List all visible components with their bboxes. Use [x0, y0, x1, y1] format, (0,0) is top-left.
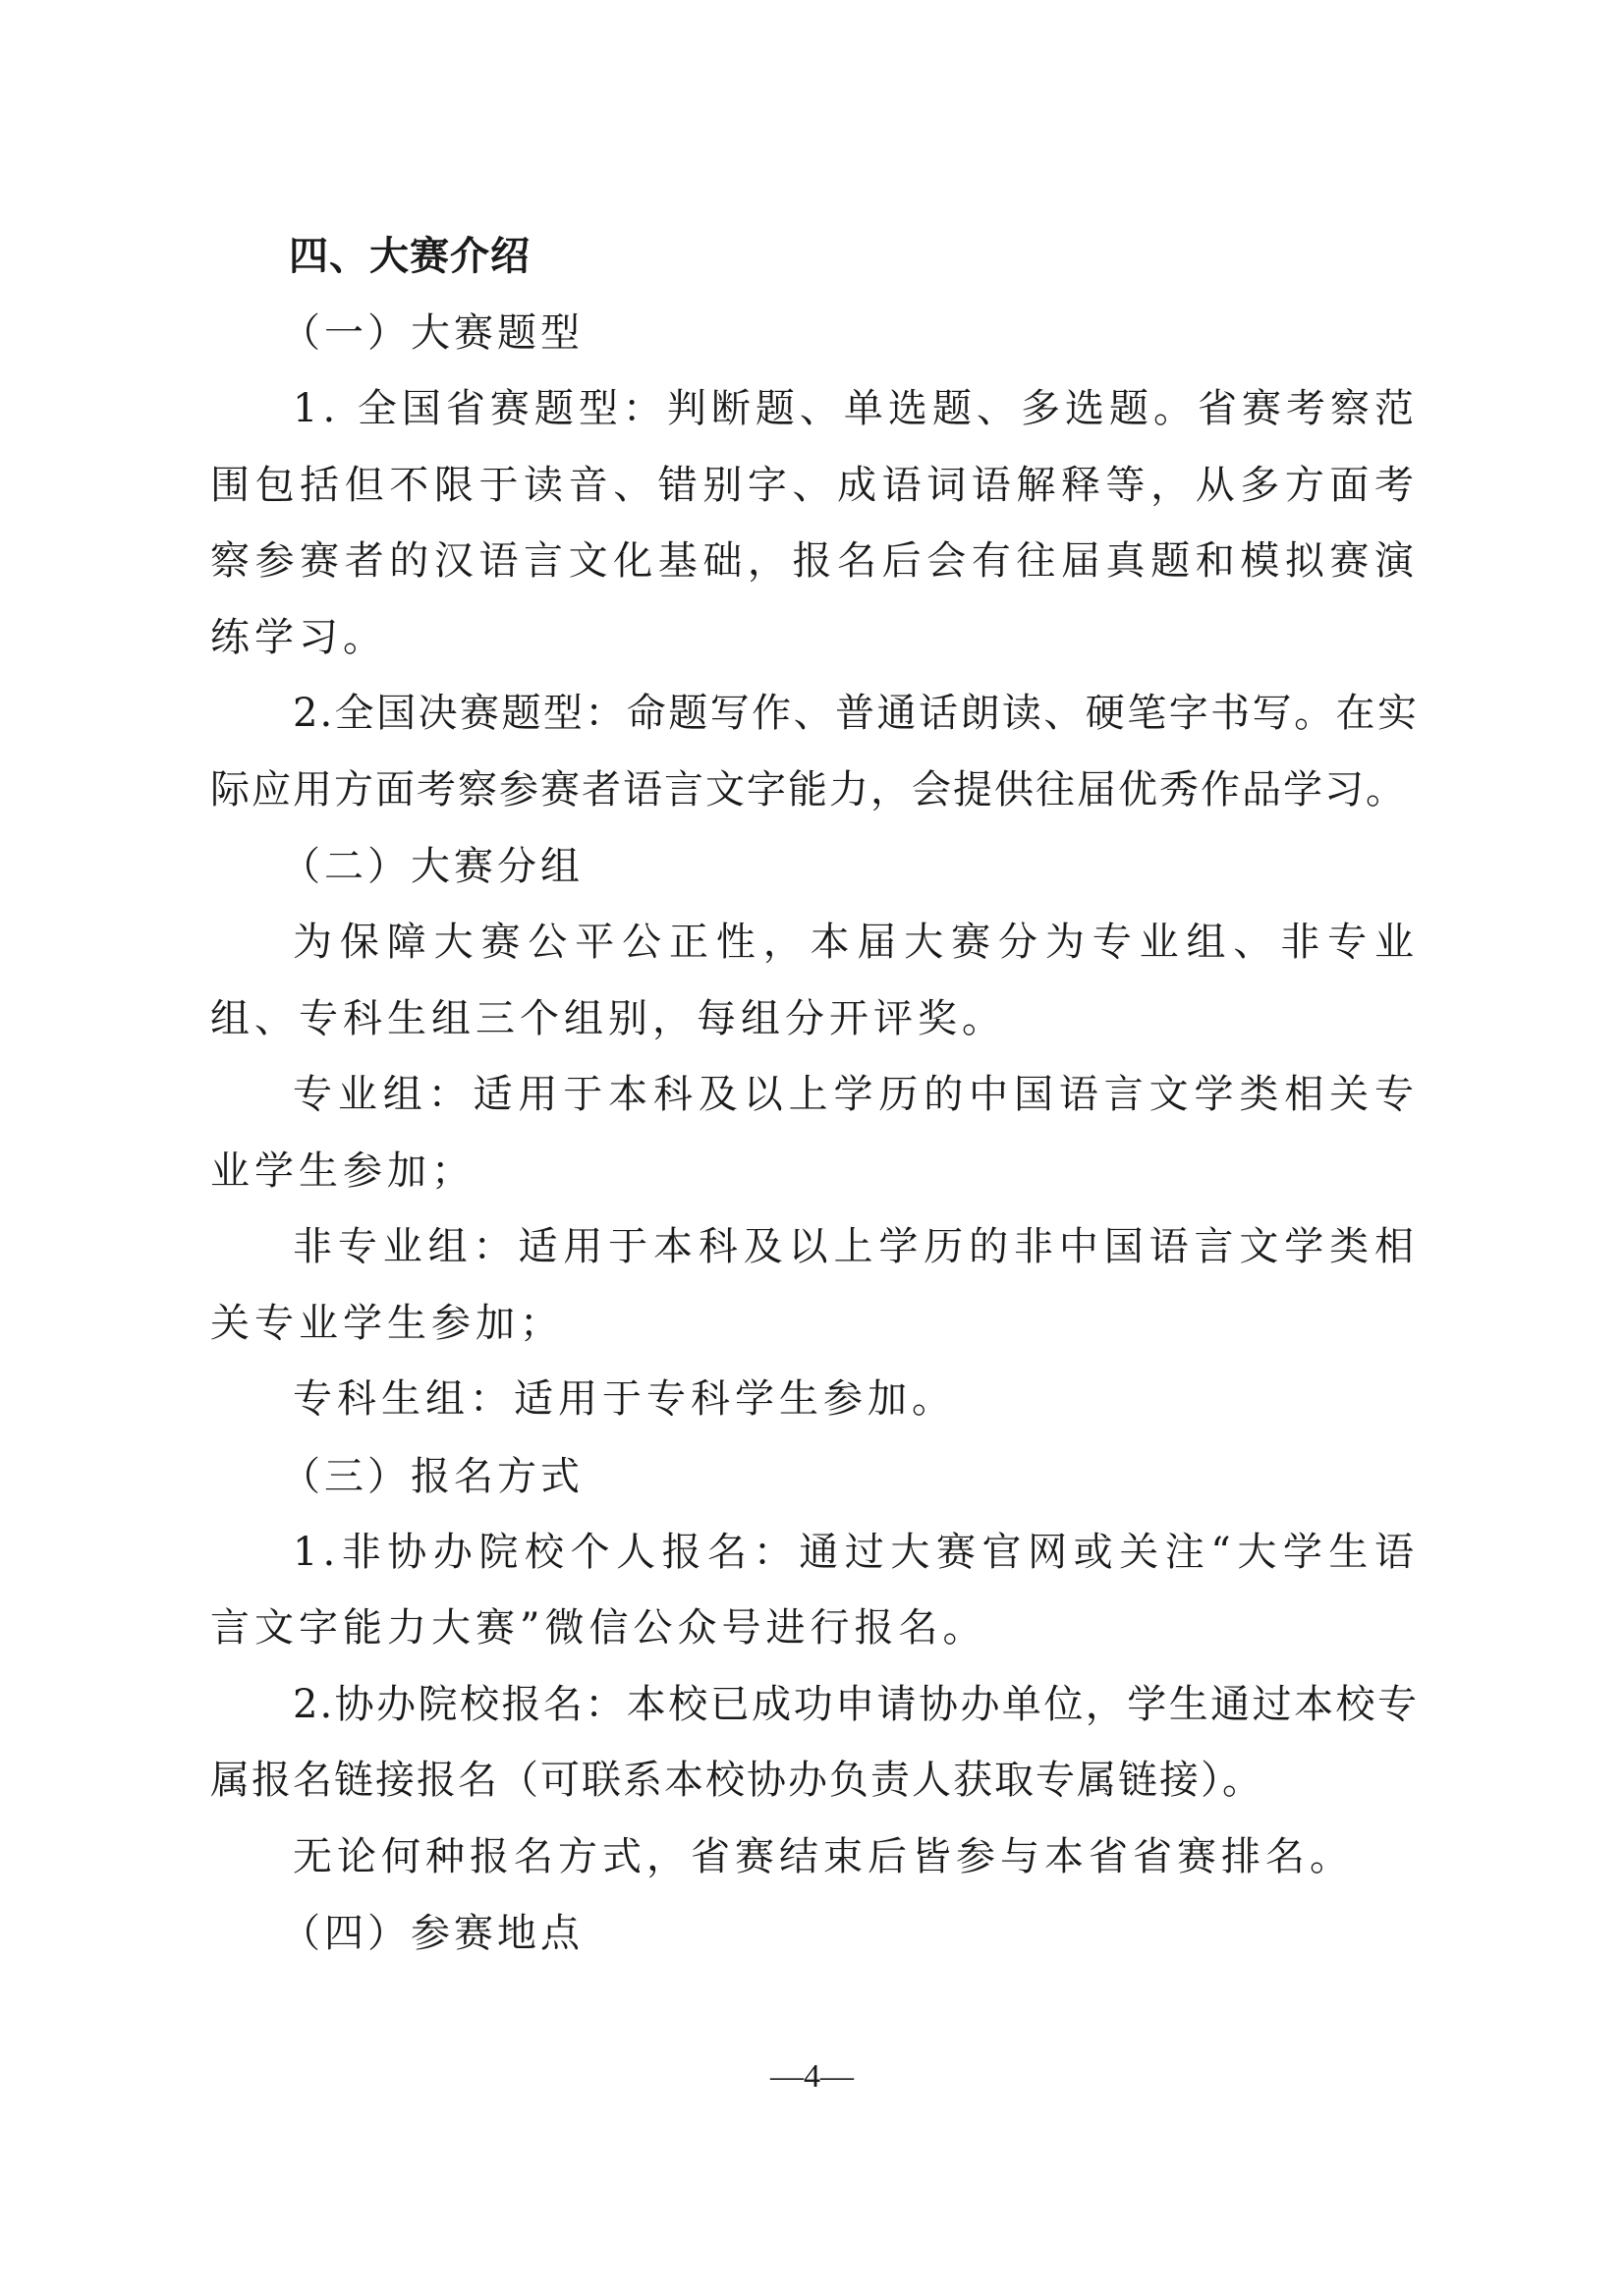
- subsection-title-registration: （三）报名方式: [281, 1453, 584, 1499]
- subsection-title-venue: （四）参赛地点: [281, 1911, 584, 1956]
- paragraph-junior-college-group: 专科生组：适用于专科学生参加。: [293, 1376, 956, 1422]
- subsection-title-groups: （二）大赛分组: [281, 844, 584, 889]
- paragraph-individual-registration: 1.非协办院校个人报名：通过大赛官网或关注“大学生语言文字能力大赛”微信公众号进行报名。: [210, 1529, 1419, 1651]
- paragraph-coorganizer-registration: 2.协办院校报名：本校已成功申请协办单位，学生通过本校专属报名链接报名（可联系本校协办负责人获取专属链接）。: [210, 1681, 1419, 1803]
- subsection-title-question-types: （一）大赛题型: [281, 310, 584, 356]
- section-title: 四、大赛介绍: [289, 234, 531, 279]
- paragraph-non-major-group: 非专业组：适用于本科及以上学历的非中国语言文学类相关专业学生参加；: [210, 1224, 1419, 1346]
- paragraph-registration-note: 无论何种报名方式，省赛结束后皆参与本省省赛排名。: [293, 1833, 1354, 1879]
- paragraph-major-group: 专业组：适用于本科及以上学历的中国语言文学类相关专业学生参加；: [210, 1072, 1419, 1194]
- paragraph-group-intro: 为保障大赛公平公正性，本届大赛分为专业组、非专业组、专科生组三个组别，每组分开评奖。: [210, 920, 1419, 1041]
- page-body: [210, 218, 1419, 1972]
- page-number: —4—: [770, 2058, 854, 2095]
- paragraph-provincial-question-types: 1. 全国省赛题型：判断题、单选题、多选题。省赛考察范围包括但不限于读音、错别字、成语词语解释等，从多方面考察参赛者的汉语言文化基础，报名后会有往届真题和模拟赛演练学习。: [210, 386, 1419, 660]
- paragraph-national-final-question-types: 2.全国决赛题型：命题写作、普通话朗读、硬笔字书写。在实际应用方面考察参赛者语言文字能力，会提供往届优秀作品学习。: [210, 691, 1419, 812]
